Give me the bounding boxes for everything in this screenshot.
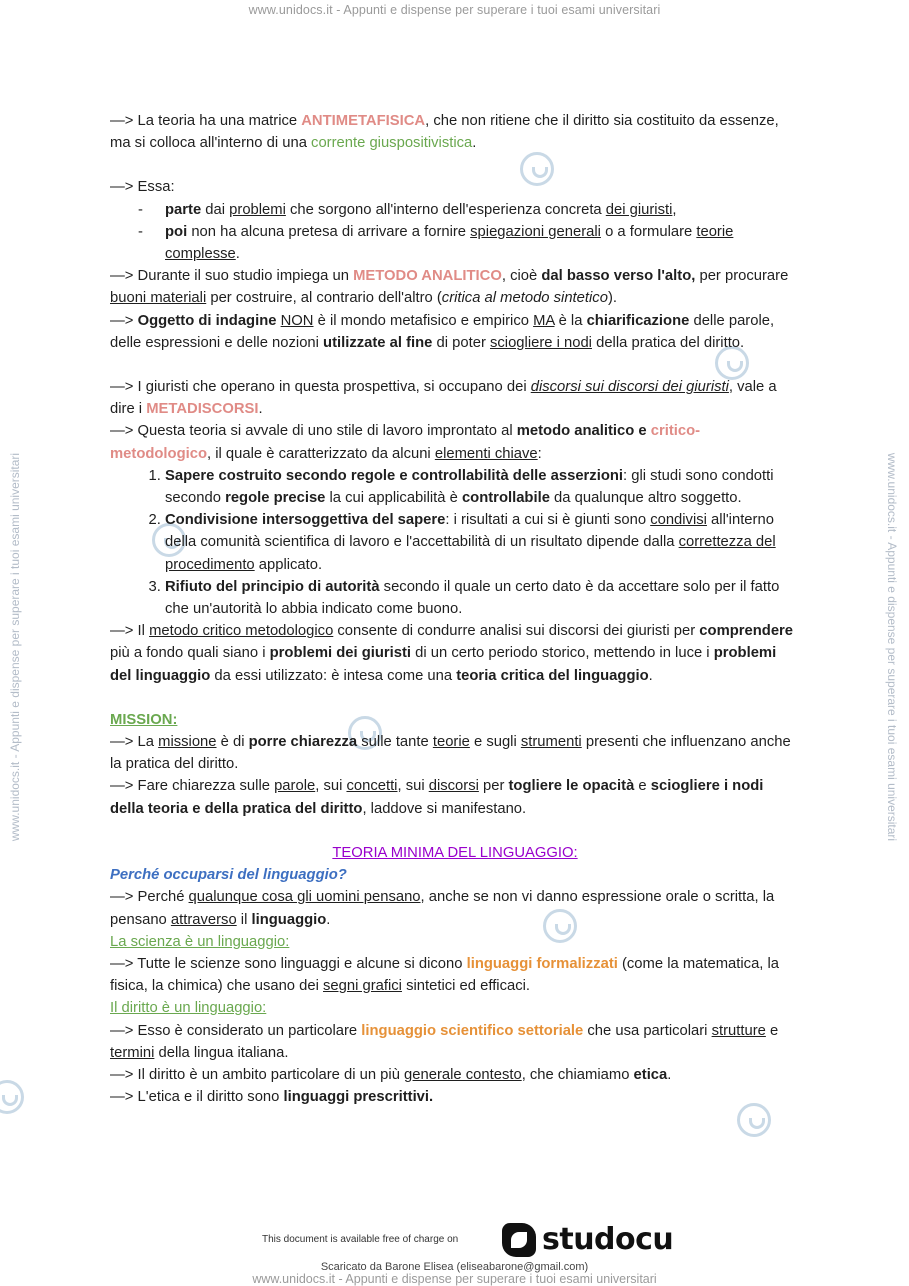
paragraph-scienze: —> Tutte le scienze sono linguaggi e alcune si dicono linguaggi formalizzati (come la matematica, la fisica, la chimica) che usano dei segni grafici sintetici ed efficaci. — [110, 955, 780, 995]
studocu-logo[interactable] — [502, 1222, 673, 1257]
dash-list — [110, 199, 800, 266]
paragraph-metodo-analitico: —> Durante il suo studio impiega un METODO ANALITICO, cioè dal basso verso l'alto, per procurare buoni materiali per costruire, al contrario dell'altro (critica al metodo sintetico). — [110, 268, 789, 307]
document-page — [110, 110, 800, 1108]
studocu-brand-text: studocu — [542, 1222, 674, 1257]
mission-heading: MISSION: — [110, 711, 178, 728]
question-heading: Perché occuparsi del linguaggio? — [110, 867, 347, 884]
list-item: 1. Sapere costruito secondo regole e controllabilità delle asserzioni: gli studi sono condotti secondo regole precise la cui applicabilità è controllabile da qualunque altro soggetto. — [165, 465, 800, 509]
section-title: TEORIA MINIMA DEL LINGUAGGIO: — [332, 844, 578, 861]
subheading-scienza: La scienza è un linguaggio: — [110, 933, 290, 950]
left-side-watermark: www.unidocs.it - Appunti e dispense per superare i tuoi esami universitari — [8, 452, 22, 842]
watermark-logo-icon — [0, 1080, 24, 1114]
list-item: 2. Condivisione intersoggettiva del sapere: i risultati a cui si è giunti sono condivisi all'interno della comunità scientifica di lavoro e l'accettabilità di un risultato dipende dalla correttezza del procedimento applicato. — [165, 509, 800, 576]
paragraph-essa: —> Essa: — [110, 179, 175, 196]
numbered-list — [110, 465, 800, 620]
list-item: - poi non ha alcuna pretesa di arrivare a fornire spiegazioni generali o a formulare teorie complesse. — [138, 221, 800, 265]
paragraph-oggetto-indagine: —> Oggetto di indagine NON è il mondo metafisico e empirico MA è la chiarificazione delle parole, delle espressioni e delle nozioni utilizzate al fine di poter sciogliere i nodi della pratica del diritto. — [110, 312, 775, 351]
paragraph-etica: —> Il diritto è un ambito particolare di un più generale contesto, che chiamiamo etica. — [110, 1066, 672, 1083]
paragraph-prescrittivi: —> L'etica e il diritto sono linguaggi prescrittivi. — [110, 1089, 434, 1106]
downloaded-by-text: Scaricato da Barone Elisea (eliseabarone@gmail.com) — [320, 1261, 589, 1273]
paragraph-missione: —> La missione è di porre chiarezza sulle tante teorie e sugli strumenti presenti che influenzano anche la pratica del diritto. — [110, 734, 791, 773]
paragraph-settoriale: —> Esso è considerato un particolare linguaggio scientifico settoriale che usa particolari strutture e termini della lingua italiana. — [110, 1022, 779, 1061]
list-item: - parte dai problemi che sorgono all'interno dell'esperienza concreta dei giuristi, — [138, 199, 800, 221]
subheading-diritto: Il diritto è un linguaggio: — [110, 1000, 267, 1017]
footer-available-text: This document is available free of charge on — [262, 1234, 459, 1245]
paragraph-metadiscorsi: —> I giuristi che operano in questa prospettiva, si occupano dei discorsi sui discorsi dei giuristi, vale a dire i METADISCORSI. — [110, 379, 777, 418]
studocu-logo-icon — [502, 1223, 536, 1257]
top-watermark-banner: www.unidocs.it - Appunti e dispense per superare i tuoi esami universitari — [248, 3, 661, 17]
paragraph-metodo-critico: —> Il metodo critico metodologico consente di condurre analisi sui discorsi dei giuristi per comprendere più a fondo quali siano i problemi dei giuristi di un certo periodo storico, mettendo in luce i problemi del linguaggio da essi utilizzato: è intesa come una teoria critica del linguaggio. — [110, 623, 794, 684]
right-side-watermark: www.unidocs.it - Appunti e dispense per superare i tuoi esami universitari — [885, 452, 899, 842]
list-item: 3. Rifiuto del principio di autorità secondo il quale un certo dato è da accettare solo per il fatto che un'autorità lo abbia indicato come buono. — [165, 576, 800, 620]
paragraph-perche: —> Perché qualunque cosa gli uomini pensano, anche se non vi danno espressione orale o scritta, la pensano attraverso il linguaggio. — [110, 889, 775, 928]
paragraph-stile-lavoro: —> Questa teoria si avvale di uno stile di lavoro improntato al metodo analitico e critico-metodologico, il quale è caratterizzato da alcuni elementi chiave: — [110, 423, 701, 462]
paragraph-chiarezza: —> Fare chiarezza sulle parole, sui concetti, sui discorsi per togliere le opacità e sciogliere i nodi della teoria e della pratica del diritto, laddove si manifestano. — [110, 778, 764, 817]
paragraph-antimetafisica: —> La teoria ha una matrice ANTIMETAFISICA, che non ritiene che il diritto sia costituito da essenze, ma si colloca all'interno di una corrente giuspositivistica. — [110, 113, 779, 152]
bottom-watermark-banner: www.unidocs.it - Appunti e dispense per superare i tuoi esami universitari — [252, 1272, 657, 1286]
